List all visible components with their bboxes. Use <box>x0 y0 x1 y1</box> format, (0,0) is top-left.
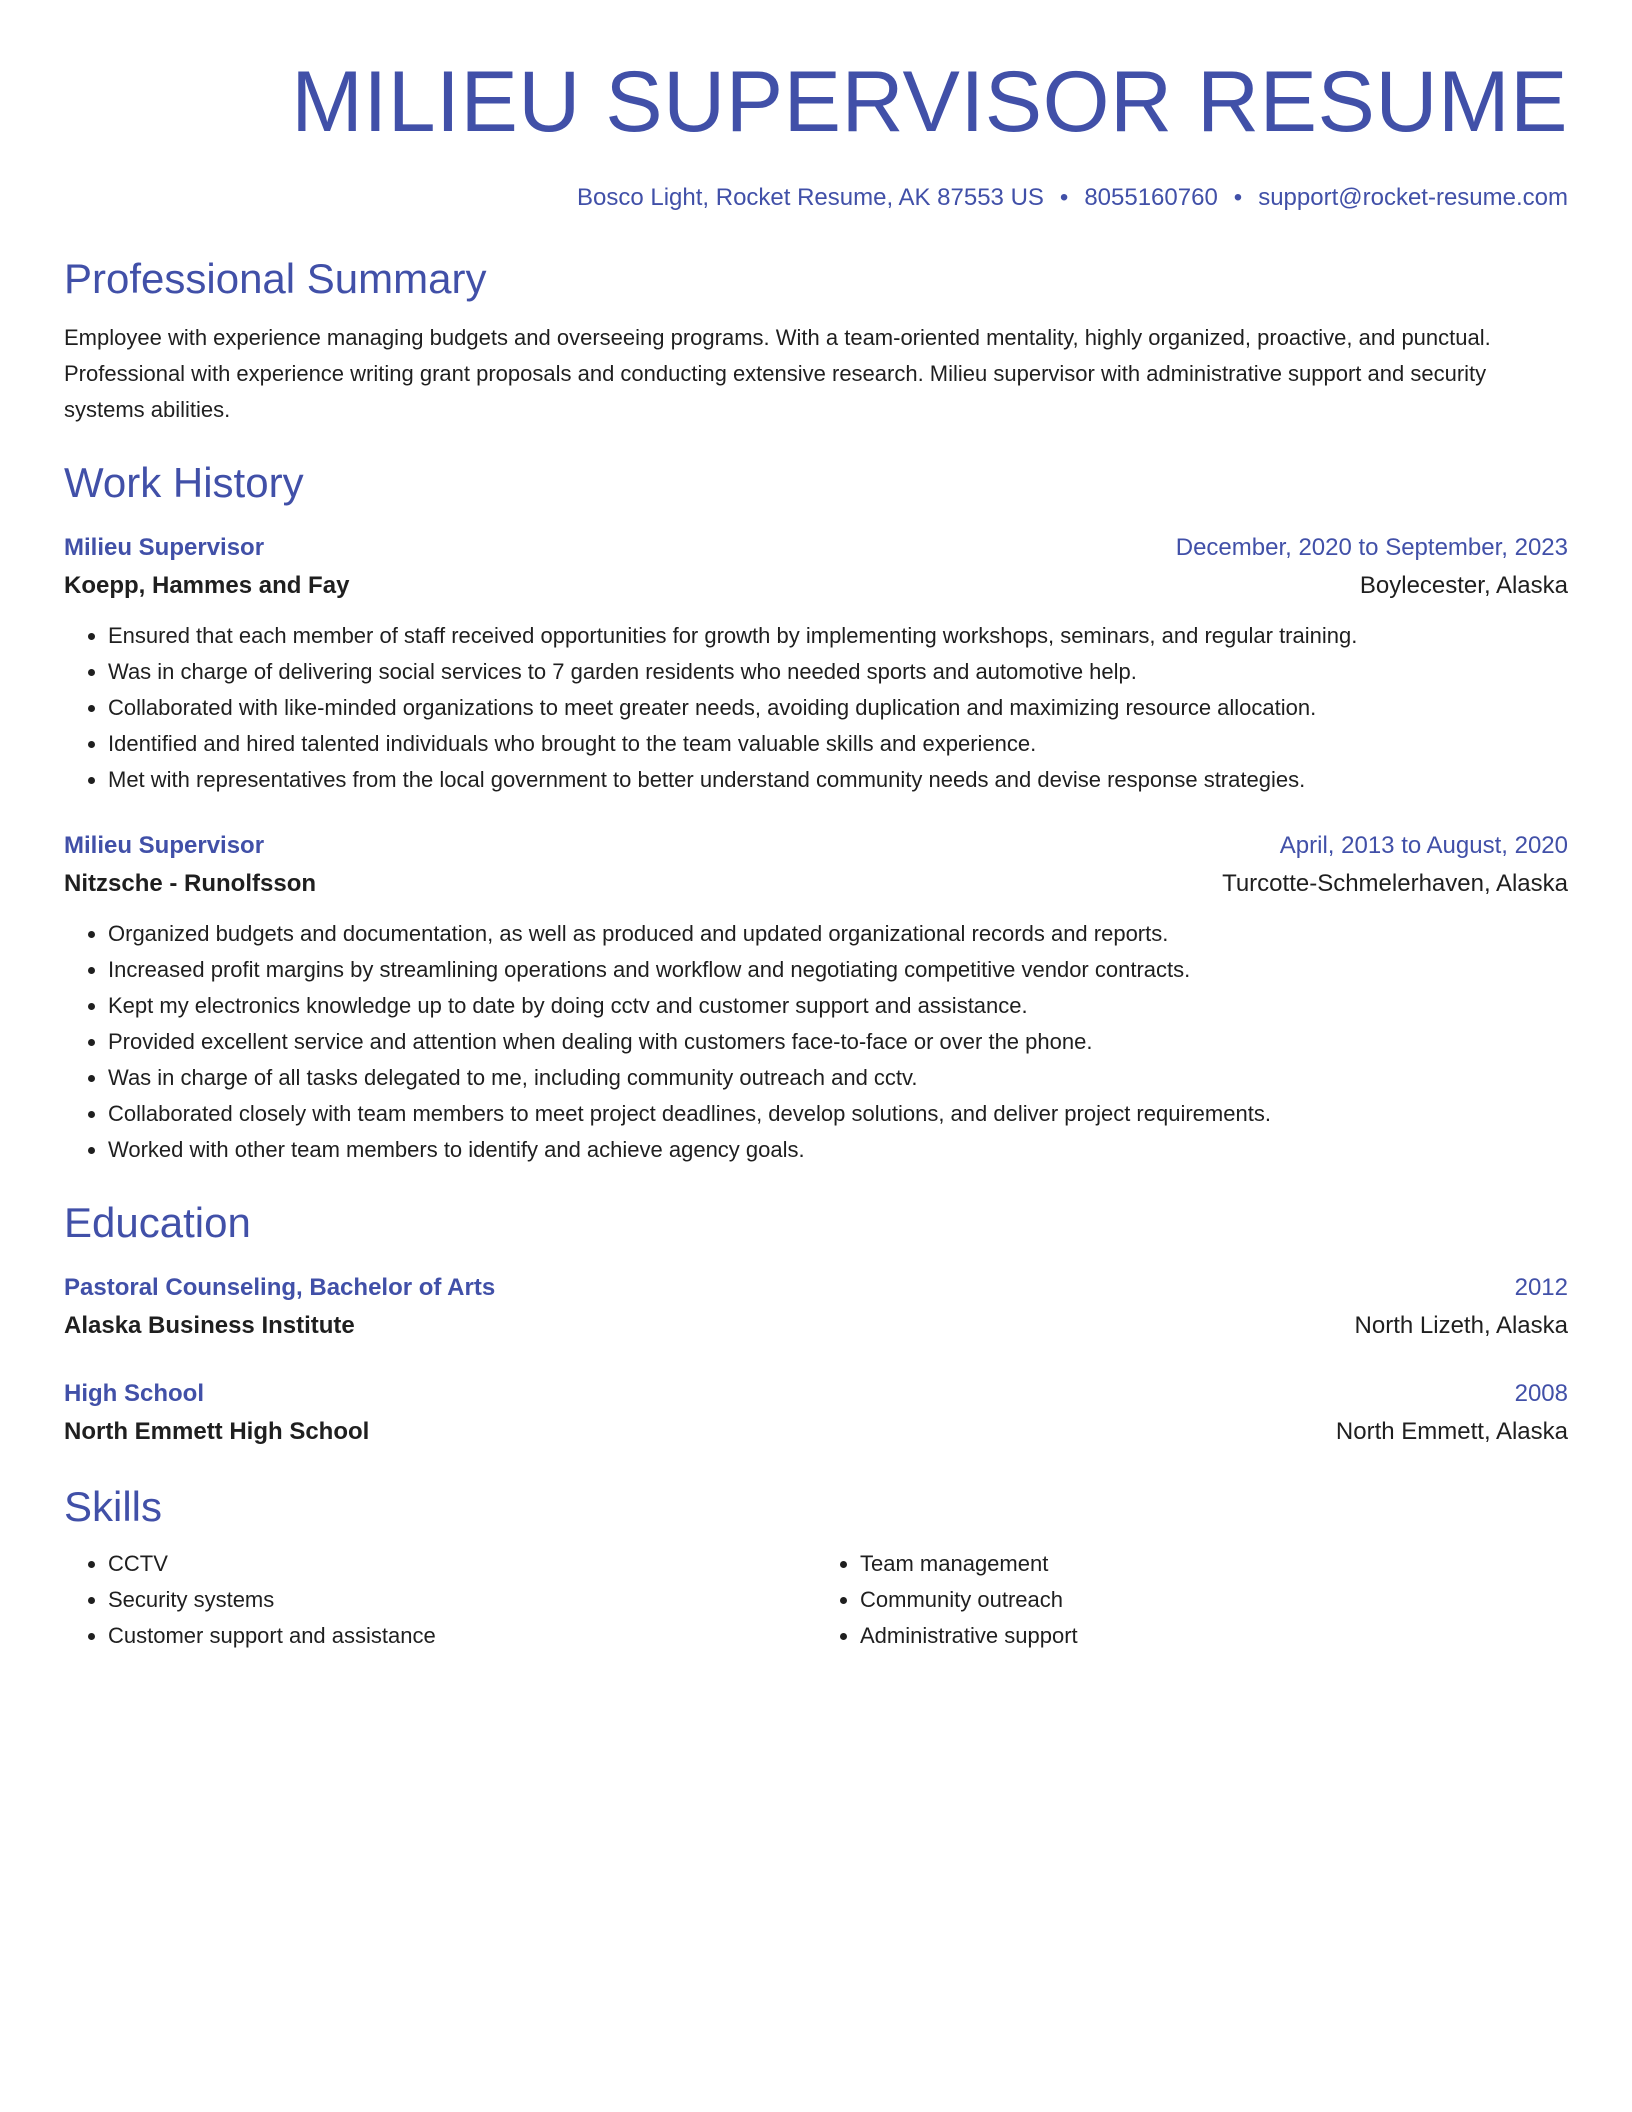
resume-title: MILIEU SUPERVISOR RESUME <box>291 54 1568 150</box>
summary-text: Employee with experience managing budgets and overseeing programs. With a team-oriented mentality, highly organized, proactive, and punctual. Professional with experience writing grant proposals and conducting extensive research. Milieu supervisor with administrative support and security systems abilities. <box>64 325 1491 422</box>
job-bullet: • Provided excellent service and attention when dealing with customers face-to-face or over the phone. <box>108 1024 1568 1060</box>
education-year: 2012 <box>1514 1274 1568 1301</box>
education-location: North Emmett, Alaska <box>1335 1418 1568 1445</box>
work-history-heading: Work History <box>64 459 304 506</box>
education-heading: Education <box>64 1199 251 1246</box>
job-entry <box>64 530 1568 798</box>
skills-heading: Skills <box>64 1483 163 1530</box>
contact-phone: 8055160760 <box>1084 184 1218 211</box>
education-location: North Lizeth, Alaska <box>1354 1312 1568 1339</box>
education-entry <box>64 1376 1568 1452</box>
job-location: Turcotte-Schmelerhaven, Alaska <box>1222 870 1568 897</box>
skills-columns <box>64 1546 1568 1654</box>
job-bullet: • Worked with other team members to identify and achieve agency goals. <box>108 1132 1568 1168</box>
job-company: Koepp, Hammes and Fay <box>64 572 350 599</box>
education-degree: Pastoral Counseling, Bachelor of Arts <box>64 1274 496 1301</box>
job-bullet: • Ensured that each member of staff received opportunities for growth by implementing workshops, seminars, and regular training. <box>108 618 1568 654</box>
job-location: Boylecester, Alaska <box>1359 572 1568 599</box>
job-bullet: • Was in charge of delivering social services to 7 garden residents who needed sports and automotive help. <box>108 654 1568 690</box>
job-title: Milieu Supervisor <box>64 534 265 561</box>
job-bullet: • Met with representatives from the local government to better understand community needs and devise response strategies. <box>108 762 1568 798</box>
job-entry <box>64 828 1568 1168</box>
job-bullets <box>64 916 1568 1168</box>
skill-item: • Administrative support <box>860 1618 1568 1654</box>
contact-separator: • <box>1233 184 1243 211</box>
skill-item: • CCTV <box>108 1546 816 1582</box>
job-title: Milieu Supervisor <box>64 832 265 859</box>
job-bullet: • Organized budgets and documentation, as well as produced and updated organizational records and reports. <box>108 916 1568 952</box>
education-school: Alaska Business Institute <box>64 1312 355 1339</box>
contact-line <box>64 182 1568 214</box>
job-bullet: • Was in charge of all tasks delegated to me, including community outreach and cctv. <box>108 1060 1568 1096</box>
summary-section <box>64 254 1568 428</box>
skills-section <box>64 1482 1568 1654</box>
education-year: 2008 <box>1514 1380 1568 1407</box>
education-entry <box>64 1270 1568 1346</box>
work-history-section <box>64 458 1568 1168</box>
education-degree: High School <box>64 1380 204 1407</box>
skill-item: • Community outreach <box>860 1582 1568 1618</box>
job-bullet: • Kept my electronics knowledge up to date by doing cctv and customer support and assistance. <box>108 988 1568 1024</box>
job-company: Nitzsche - Runolfsson <box>64 870 317 897</box>
skill-item: • Customer support and assistance <box>108 1618 816 1654</box>
job-dates: December, 2020 to September, 2023 <box>1175 534 1568 561</box>
job-bullet: • Collaborated with like-minded organizations to meet greater needs, avoiding duplication and maximizing resource allocation. <box>108 690 1568 726</box>
job-dates: April, 2013 to August, 2020 <box>1279 832 1568 859</box>
job-bullet: • Collaborated closely with team members to meet project deadlines, develop solutions, and deliver project requirements. <box>108 1096 1568 1132</box>
job-bullet: • Identified and hired talented individuals who brought to the team valuable skills and experience. <box>108 726 1568 762</box>
skill-item: • Security systems <box>108 1582 816 1618</box>
contact-address: Bosco Light, Rocket Resume, AK 87553 US <box>576 184 1044 211</box>
skills-column-left <box>64 1546 816 1654</box>
resume-header <box>64 0 1568 214</box>
contact-separator: • <box>1059 184 1069 211</box>
contact-email: support@rocket-resume.com <box>1258 184 1568 211</box>
job-bullet: • Increased profit margins by streamlining operations and workflow and negotiating competitive vendor contracts. <box>108 952 1568 988</box>
summary-heading: Professional Summary <box>64 255 487 302</box>
education-school: North Emmett High School <box>64 1418 370 1445</box>
education-section <box>64 1198 1568 1452</box>
skill-item: • Team management <box>860 1546 1568 1582</box>
skills-column-right <box>816 1546 1568 1654</box>
job-bullets <box>64 618 1568 798</box>
